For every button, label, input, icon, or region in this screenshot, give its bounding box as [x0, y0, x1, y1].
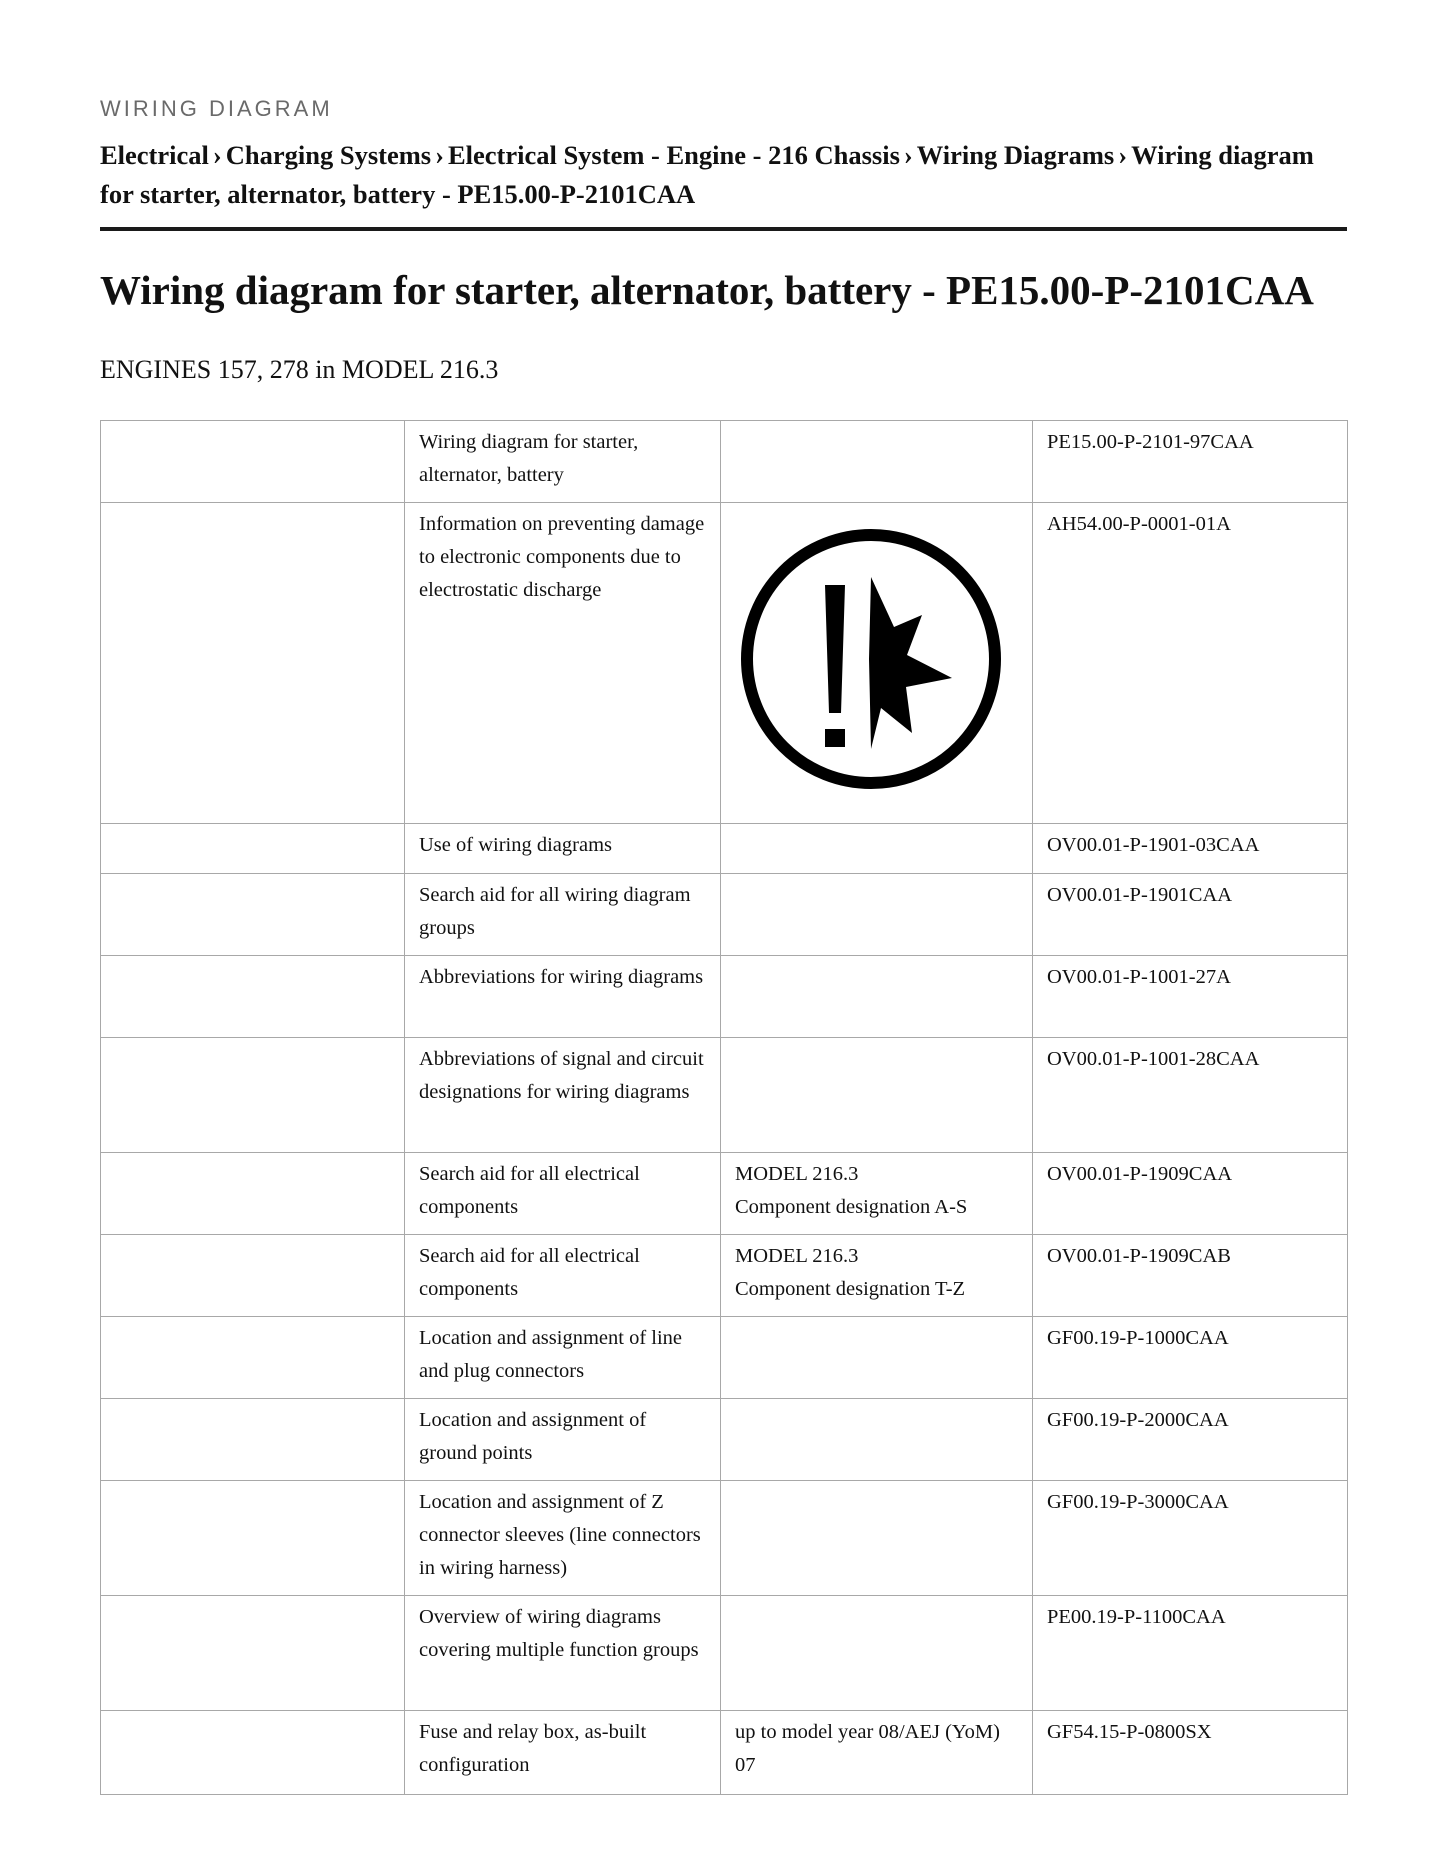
row-document-code[interactable]: AH54.00-P-0001-01A — [1033, 503, 1348, 824]
breadcrumb-item-wiring-diagrams[interactable]: Wiring Diagrams — [916, 140, 1115, 170]
row-label-cell — [101, 1399, 405, 1481]
breadcrumb-item-current: Wiring diagram for starter, alternator, battery - PE15.00-P-2101CAA — [100, 140, 1314, 209]
row-description: Search aid for all wiring diagram groups — [405, 874, 721, 956]
header-divider — [100, 227, 1347, 231]
row-document-code[interactable]: OV00.01-P-1001-28CAA — [1033, 1038, 1348, 1153]
breadcrumb-item-charging-systems[interactable]: Charging Systems — [225, 140, 432, 170]
row-description: Location and assignment of ground points — [405, 1399, 721, 1481]
esd-warning-icon — [739, 527, 1003, 791]
table-row — [101, 503, 1348, 824]
row-notes — [721, 824, 1033, 874]
table-row — [101, 1596, 1348, 1711]
row-document-code[interactable]: GF00.19-P-3000CAA — [1033, 1481, 1348, 1596]
row-label-cell — [101, 874, 405, 956]
breadcrumb-separator: › — [212, 140, 222, 170]
note-line: up to model year 08/AEJ (YoM) 07 — [735, 1721, 1000, 1776]
row-notes — [721, 1153, 1033, 1235]
row-description: Information on preventing damage to electronic components due to electrostatic discharge — [405, 503, 721, 824]
note-line: MODEL 216.3 — [735, 1163, 859, 1185]
breadcrumb-item-electrical-system[interactable]: Electrical System - Engine - 216 Chassis — [447, 140, 900, 170]
section-kicker: WIRING DIAGRAM — [100, 96, 333, 121]
row-label-cell — [101, 1153, 405, 1235]
table-row — [101, 1153, 1348, 1235]
note-line: Component designation T-Z — [735, 1278, 966, 1300]
row-document-code[interactable]: PE15.00-P-2101-97CAA — [1033, 421, 1348, 503]
row-description: Search aid for all electrical components — [405, 1235, 721, 1317]
row-document-code[interactable]: GF00.19-P-2000CAA — [1033, 1399, 1348, 1481]
row-label-cell — [101, 1038, 405, 1153]
row-label-cell — [101, 503, 405, 824]
row-label-cell — [101, 1711, 405, 1795]
row-description: Wiring diagram for starter, alternator, battery — [405, 421, 721, 503]
row-description: Abbreviations for wiring diagrams — [405, 956, 721, 1038]
row-notes — [721, 1711, 1033, 1795]
table-row — [101, 1235, 1348, 1317]
row-description: Overview of wiring diagrams covering multiple function groups — [405, 1596, 721, 1711]
page-title: Wiring diagram for starter, alternator, battery - PE15.00-P-2101CAA — [100, 267, 1314, 313]
reference-table — [100, 420, 1348, 1795]
row-notes — [721, 421, 1033, 503]
row-notes — [721, 1481, 1033, 1596]
row-document-code[interactable]: GF00.19-P-1000CAA — [1033, 1317, 1348, 1399]
breadcrumb-separator: › — [435, 140, 444, 170]
breadcrumb — [100, 136, 1347, 214]
table-row — [101, 1711, 1348, 1795]
row-notes — [721, 1596, 1033, 1711]
row-notes — [721, 956, 1033, 1038]
row-notes — [721, 503, 1033, 824]
row-document-code[interactable]: PE00.19-P-1100CAA — [1033, 1596, 1348, 1711]
row-document-code[interactable]: OV00.01-P-1909CAB — [1033, 1235, 1348, 1317]
row-label-cell — [101, 1317, 405, 1399]
row-label-cell — [101, 1235, 405, 1317]
row-document-code[interactable]: OV00.01-P-1909CAA — [1033, 1153, 1348, 1235]
row-description: Location and assignment of Z connector sleeves (line connectors in wiring harness) — [405, 1481, 721, 1596]
row-label-cell — [101, 956, 405, 1038]
table-row — [101, 1038, 1348, 1153]
row-notes — [721, 874, 1033, 956]
row-notes — [721, 1317, 1033, 1399]
row-label-cell — [101, 1596, 405, 1711]
row-notes — [721, 1235, 1033, 1317]
breadcrumb-separator: › — [1118, 140, 1128, 170]
row-label-cell — [101, 824, 405, 874]
row-notes — [721, 1399, 1033, 1481]
breadcrumb-separator: › — [903, 140, 913, 170]
row-document-code[interactable]: OV00.01-P-1901-03CAA — [1033, 824, 1348, 874]
row-description: Use of wiring diagrams — [405, 824, 721, 874]
breadcrumb-item-electrical[interactable]: Electrical — [100, 140, 209, 170]
table-row — [101, 874, 1348, 956]
row-label-cell — [101, 421, 405, 503]
table-row — [101, 956, 1348, 1038]
row-description: Fuse and relay box, as-built configuration — [405, 1711, 721, 1795]
row-description: Location and assignment of line and plug connectors — [405, 1317, 721, 1399]
row-description: Abbreviations of signal and circuit designations for wiring diagrams — [405, 1038, 721, 1153]
page-subtitle: ENGINES 157, 278 in MODEL 216.3 — [100, 355, 499, 384]
row-description: Search aid for all electrical components — [405, 1153, 721, 1235]
note-line: Component designation A-S — [735, 1196, 968, 1218]
note-line: MODEL 216.3 — [735, 1245, 859, 1267]
row-label-cell — [101, 1481, 405, 1596]
row-document-code[interactable]: OV00.01-P-1901CAA — [1033, 874, 1348, 956]
row-document-code[interactable]: GF54.15-P-0800SX — [1033, 1711, 1348, 1795]
table-row — [101, 1317, 1348, 1399]
row-document-code[interactable]: OV00.01-P-1001-27A — [1033, 956, 1348, 1038]
row-notes — [721, 1038, 1033, 1153]
table-row — [101, 421, 1348, 503]
table-row — [101, 824, 1348, 874]
table-row — [101, 1481, 1348, 1596]
table-row — [101, 1399, 1348, 1481]
